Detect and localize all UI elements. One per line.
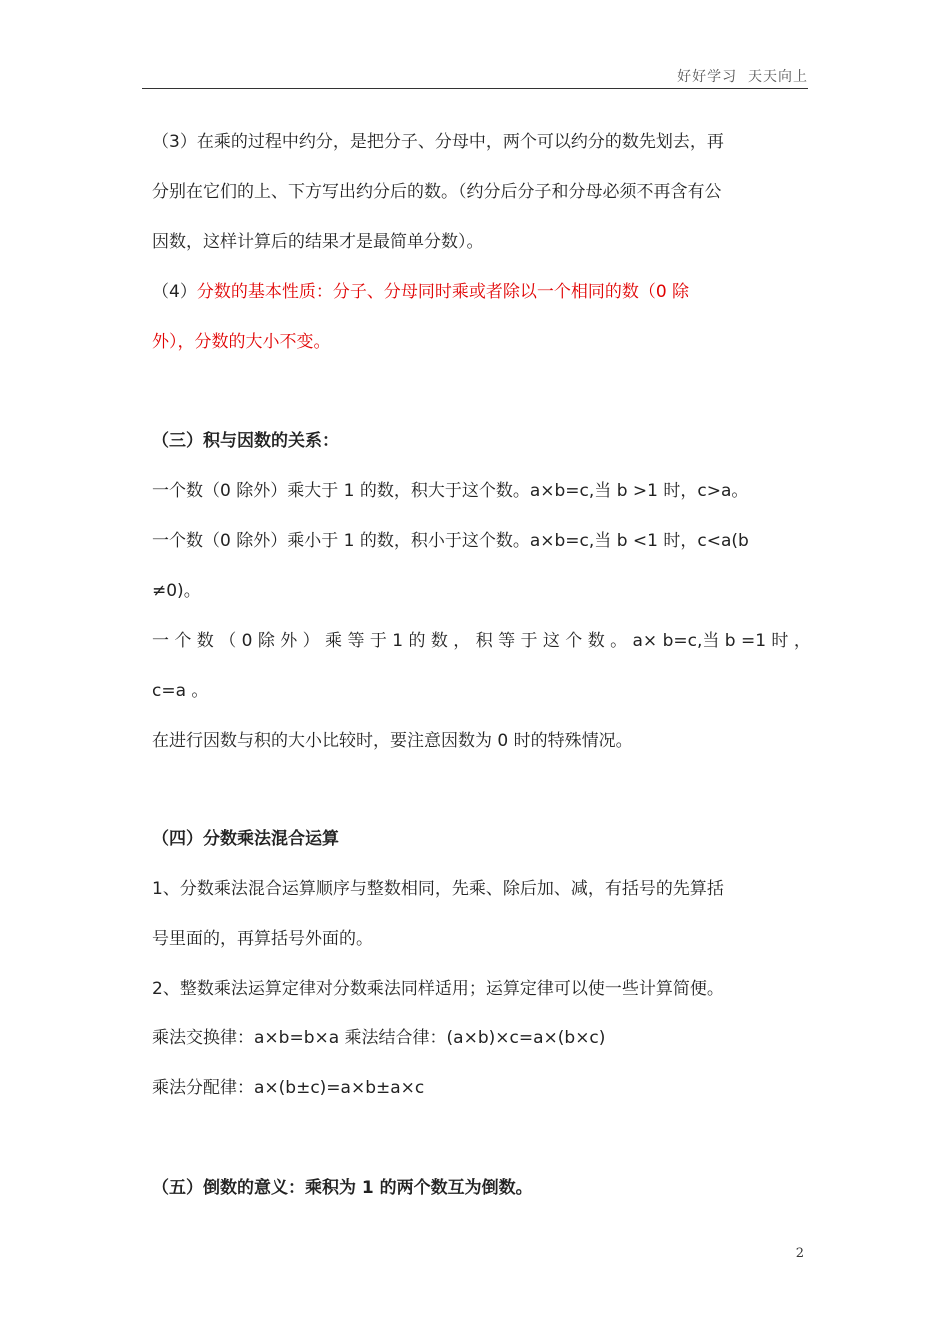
header-motto: 好好学习 天天向上 bbox=[677, 69, 808, 85]
section5-title: （五）倒数的意义：乘积为 1 的两个数互为倒数。 bbox=[152, 1178, 533, 1198]
section3-line2: 一个数（0 除外）乘小于 1 的数，积小于这个数。a×b=c,当 b <1 时，c<a(b bbox=[152, 531, 749, 551]
section4-line4: 乘法交换律：a×b=b×a 乘法结合律：(a×b)×c=a×(b×c) bbox=[152, 1028, 606, 1048]
section4-title: （四）分数乘法混合运算 bbox=[152, 829, 339, 849]
item3-line2: 分别在它们的上、下方写出约分后的数。（约分后分子和分母必须不再含有公 bbox=[152, 182, 722, 202]
item4-line2: 外），分数的大小不变。 bbox=[152, 332, 331, 352]
section3-line3: ≠0)。 bbox=[152, 581, 201, 601]
section3-line6: 在进行因数与积的大小比较时，要注意因数为 0 时的特殊情况。 bbox=[152, 731, 633, 751]
section3-line4: 一 个 数 （ 0 除 外 ） 乘 等 于 1 的 数 ， 积 等 于 这 个 数 。 a× b=c,当 b =1 时 ， bbox=[152, 631, 811, 651]
item3-line3: 因数，这样计算后的结果才是最简单分数）。 bbox=[152, 232, 484, 252]
section3-line5: c=a 。 bbox=[152, 681, 209, 701]
item3-line1: （3）在乘的过程中约分，是把分子、分母中，两个可以约分的数先划去，再 bbox=[152, 132, 724, 152]
section4-line3: 2、整数乘法运算定律对分数乘法同样适用；运算定律可以使一些计算简便。 bbox=[152, 979, 724, 999]
basic-property-text: 分数的基本性质：分子、分母同时乘或者除以一个相同的数（0 除 bbox=[196, 282, 690, 302]
item4-prefix: （4） bbox=[152, 282, 197, 302]
section3-title: （三）积与因数的关系： bbox=[152, 431, 339, 451]
section4-line5: 乘法分配律：a×(b±c)=a×b±a×c bbox=[152, 1078, 425, 1098]
page-header bbox=[142, 64, 808, 89]
section3-line1: 一个数（0 除外）乘大于 1 的数，积大于这个数。a×b=c,当 b >1 时，c>a。 bbox=[152, 481, 749, 501]
page-number: 2 bbox=[795, 1246, 804, 1261]
item4-line1 bbox=[152, 280, 689, 304]
section4-line2: 号里面的，再算括号外面的。 bbox=[152, 929, 373, 949]
section4-line1: 1、分数乘法混合运算顺序与整数相同，先乘、除后加、减，有括号的先算括 bbox=[152, 879, 724, 899]
